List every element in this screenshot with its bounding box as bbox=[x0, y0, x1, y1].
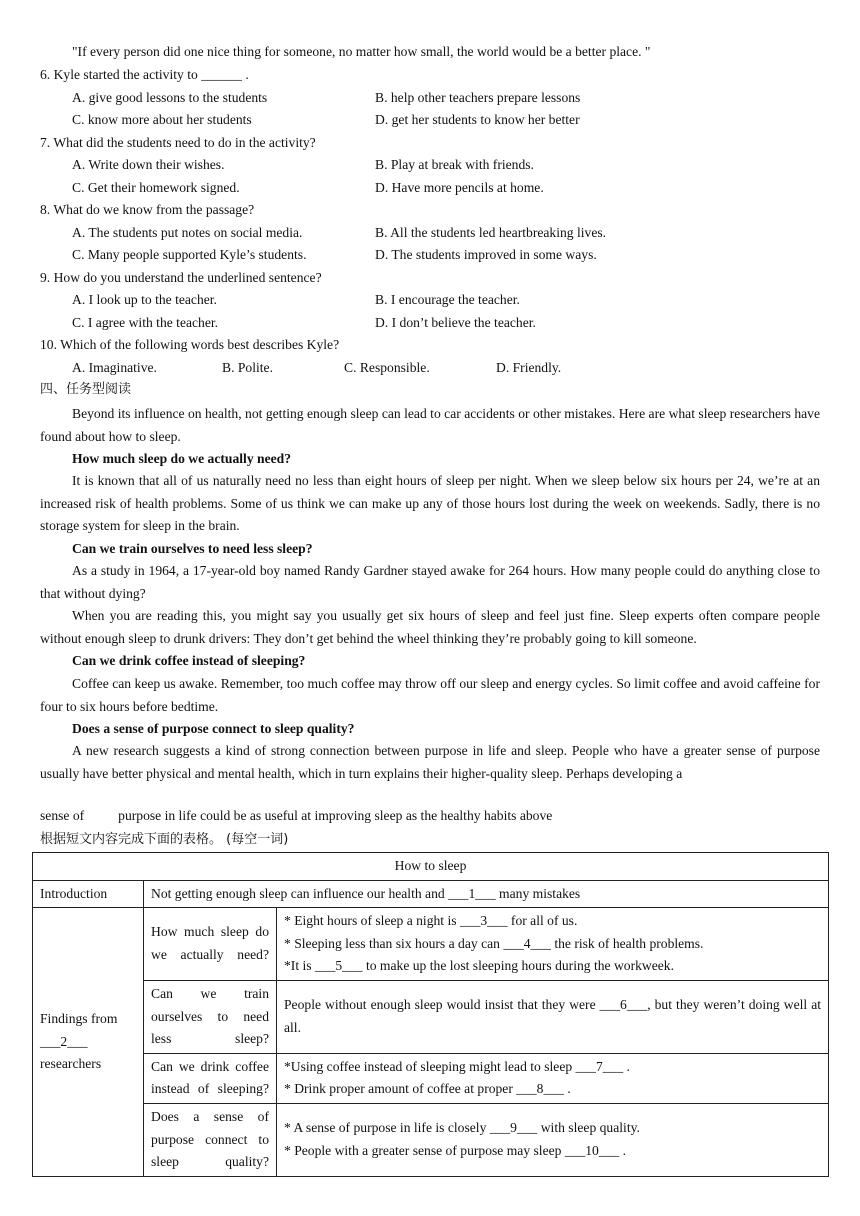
question-8-option-c: C. Many people supported Kyle’s students. bbox=[72, 247, 307, 262]
paragraph-5: A new research suggests a kind of strong connection between purpose in life and sleep. People who have a greater sense of purpose usually have better physical and mental health, which in turn explains their higher-quality sleep. Perhaps developing a bbox=[40, 743, 820, 781]
paragraph-3: When you are reading this, you might say you usually get six hours of sleep and feel just fine. Sleep experts often compare people without enough sleep to drunk drivers: They don’t get behind the wheel thinking they’re probably going to kill someone. bbox=[40, 608, 820, 646]
finding-1-line-3: *It is ___5___ to make up the lost sleeping hours during the workweek. bbox=[284, 958, 675, 974]
question-6-stem: 6. Kyle started the activity to ______ . bbox=[40, 67, 249, 82]
question-9-stem: 9. How do you understand the underlined sentence? bbox=[40, 270, 322, 285]
finding-question-2: Can we train ourselves to need less sleep? bbox=[144, 980, 277, 1053]
paragraph-4: Coffee can keep us awake. Remember, too much coffee may throw off our sleep and energy cycles. So limit coffee and avoid caffeine for four to six hours before bedtime. bbox=[40, 676, 820, 714]
question-7-option-b: B. Play at break with friends. bbox=[375, 157, 534, 172]
finding-2-line-1: People without enough sleep would insist that they were ___6___, but they weren’t doing well at all. bbox=[284, 997, 822, 1035]
subheading-2: Can we train ourselves to need less sleep? bbox=[72, 541, 313, 556]
introduction-text: Not getting enough sleep can influence our health and ___1___ many mistakes bbox=[144, 880, 829, 908]
question-6-option-c: C. know more about her students bbox=[72, 112, 252, 127]
question-8-option-d: D. The students improved in some ways. bbox=[375, 247, 597, 262]
question-9-option-d: D. I don’t believe the teacher. bbox=[375, 315, 536, 330]
intro-paragraph: Beyond its influence on health, not getting enough sleep can lead to car accidents or other mistakes. Here are what sleep researchers have found about how to sleep. bbox=[40, 406, 820, 444]
table-title: How to sleep bbox=[33, 853, 829, 881]
question-7-option-d: D. Have more pencils at home. bbox=[375, 180, 544, 195]
finding-4-line-2: * People with a greater sense of purpose may sleep ___10___ . bbox=[284, 1142, 627, 1158]
finding-answer-4 bbox=[277, 1103, 829, 1176]
question-10-stem: 10. Which of the following words best describes Kyle? bbox=[40, 337, 340, 352]
subheading-4: Does a sense of purpose connect to sleep quality? bbox=[72, 721, 355, 736]
question-8-option-b: B. All the students led heartbreaking lives. bbox=[375, 225, 607, 240]
question-10-option-a: A. Imaginative. bbox=[72, 360, 157, 375]
paragraph-1: It is known that all of us naturally need no less than eight hours of sleep per night. When we sleep below six hours per 24, we’re at an increased risk of health problems. Some of us think we can make up any of those hours lost during the week on weekends. Sadly, there is no storage system for sleep in the brain. bbox=[40, 473, 820, 534]
finding-question-1: How much sleep do we actually need? bbox=[144, 908, 277, 981]
question-7-stem: 7. What did the students need to do in the activity? bbox=[40, 135, 316, 150]
finding-answer-2 bbox=[277, 980, 829, 1053]
question-7-option-c: C. Get their homework signed. bbox=[72, 180, 240, 195]
introduction-label: Introduction bbox=[33, 880, 144, 908]
question-9-option-b: B. I encourage the teacher. bbox=[375, 292, 520, 307]
finding-question-4: Does a sense of purpose connect to sleep quality? bbox=[144, 1103, 277, 1176]
question-7-option-a: A. Write down their wishes. bbox=[72, 157, 225, 172]
quote-line: "If every person did one nice thing for someone, no matter how small, the world would be a better place. " bbox=[72, 44, 651, 59]
finding-answer-3 bbox=[277, 1053, 829, 1103]
finding-1-line-2: * Sleeping less than six hours a day can ___4___ the risk of health problems. bbox=[284, 935, 704, 951]
question-9-option-a: A. I look up to the teacher. bbox=[72, 292, 217, 307]
finding-answer-1 bbox=[277, 908, 829, 981]
question-6-option-a: A. give good lessons to the students bbox=[72, 90, 268, 105]
paragraph-2: As a study in 1964, a 17-year-old boy named Randy Gardner stayed awake for 264 hours. How many people could do anything close to that without dying? bbox=[40, 563, 820, 601]
section-heading: 四、任务型阅读 bbox=[40, 382, 132, 397]
finding-4-line-1: * A sense of purpose in life is closely ___9___ with sleep quality. bbox=[284, 1120, 640, 1136]
finding-3-line-1: *Using coffee instead of sleeping might lead to sleep ___7___ . bbox=[284, 1058, 630, 1074]
subheading-3: Can we drink coffee instead of sleeping? bbox=[72, 653, 306, 668]
finding-3-line-2: * Drink proper amount of coffee at proper ___8___ . bbox=[284, 1081, 571, 1097]
finding-1-line-1: * Eight hours of sleep a night is ___3___ for all of us. bbox=[284, 913, 578, 929]
question-10-option-d: D. Friendly. bbox=[496, 360, 562, 375]
how-to-sleep-table bbox=[32, 852, 829, 1177]
question-6-option-b: B. help other teachers prepare lessons bbox=[375, 90, 581, 105]
question-8-option-a: A. The students put notes on social media. bbox=[72, 225, 303, 240]
question-10-option-b: B. Polite. bbox=[222, 360, 273, 375]
question-8-stem: 8. What do we know from the passage? bbox=[40, 202, 255, 217]
table-instruction: 根据短文内容完成下面的表格。 (每空一词) bbox=[40, 832, 289, 847]
findings-label: Findings from ___2___ researchers bbox=[33, 908, 144, 1177]
question-9-option-c: C. I agree with the teacher. bbox=[72, 315, 219, 330]
finding-question-3: Can we drink coffee instead of sleeping? bbox=[144, 1053, 277, 1103]
question-6-option-d: D. get her students to know her better bbox=[375, 112, 580, 127]
subheading-1: How much sleep do we actually need? bbox=[72, 451, 292, 466]
question-10-option-c: C. Responsible. bbox=[344, 360, 430, 375]
paragraph-5-end: sense of purpose in life could be as useful at improving sleep as the healthy habits above bbox=[40, 808, 553, 823]
